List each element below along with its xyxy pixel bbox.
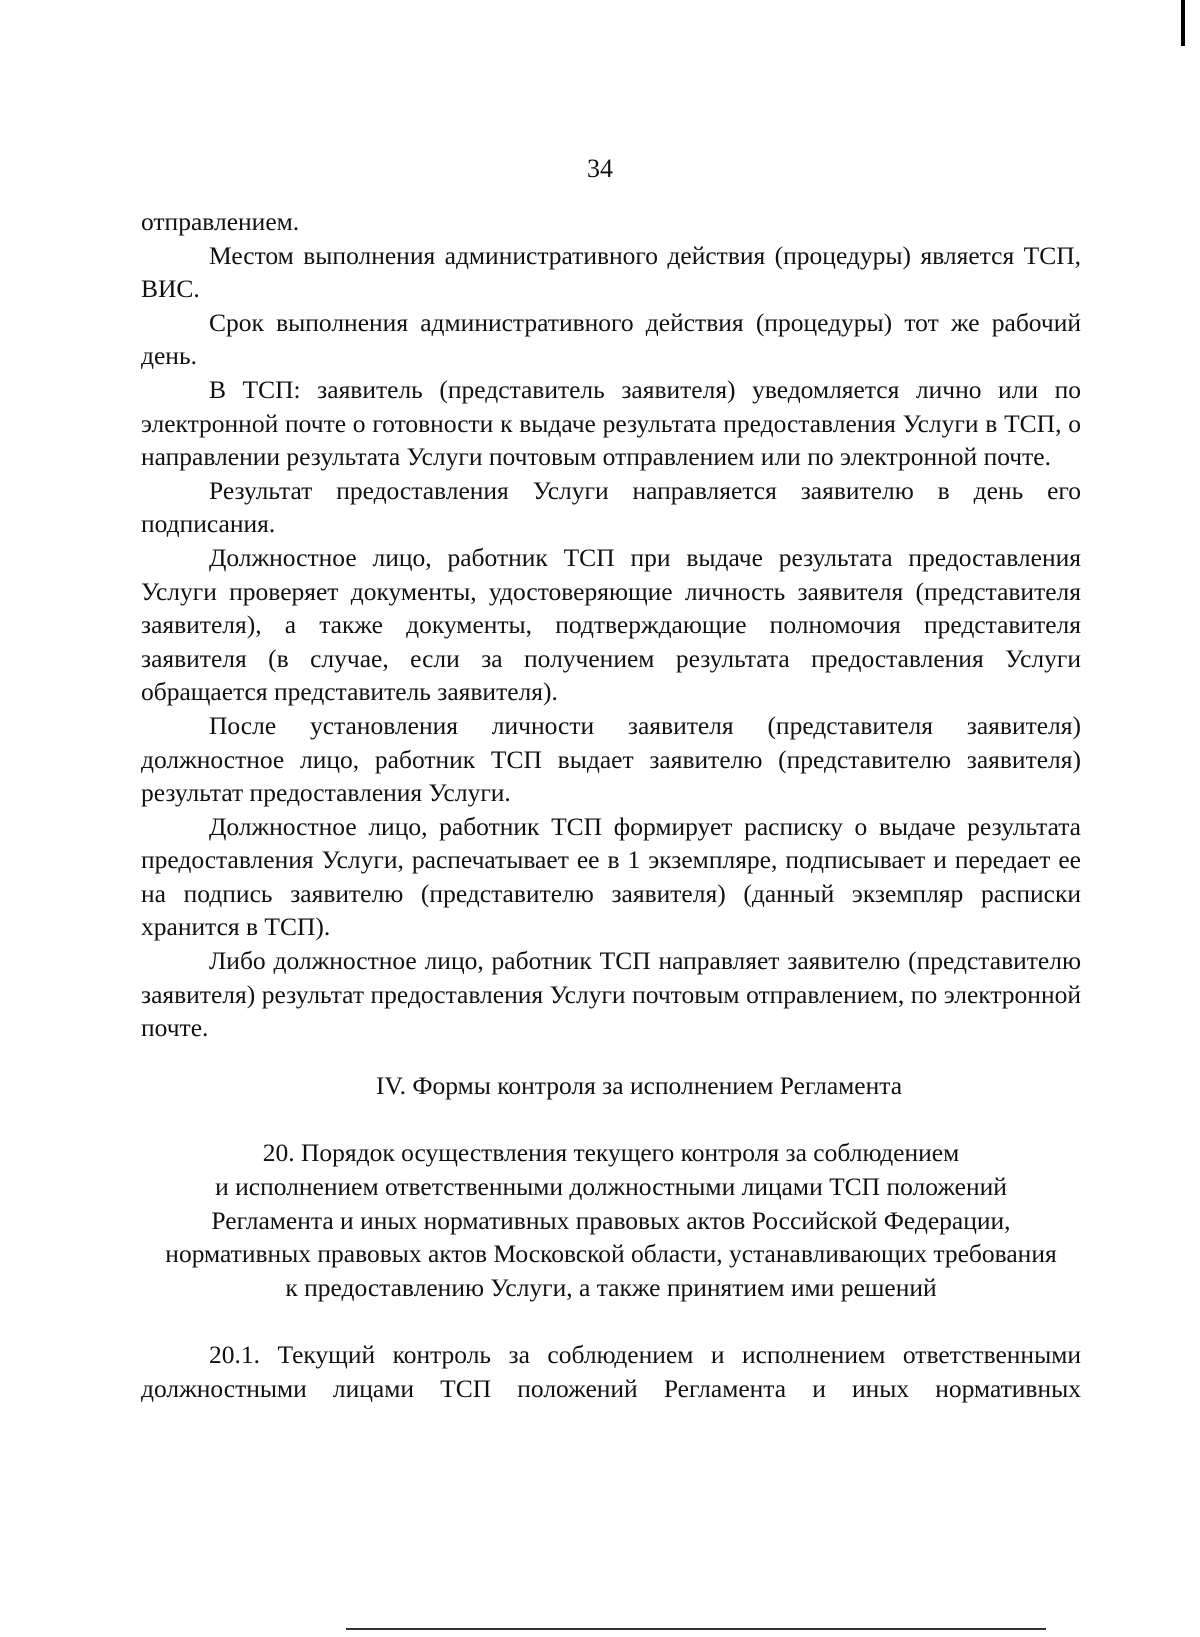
subsection-title-line: нормативных правовых актов Московской области, устанавливающих требования [165,1239,1057,1269]
paragraph-result-issued: После установления личности заявителя (представителя заявителя) должностное лицо, работник ТСП выдает заявителю (представителю заявителя) результат предоставления Услуги. [141,710,1081,808]
subsection-title [141,1136,1081,1304]
scan-edge-mark [346,1628,1046,1630]
page-number: 34 [587,154,613,183]
document-body [141,205,1081,1406]
subsection-title-line: и исполнением ответственными должностными лицами ТСП положений [215,1172,1007,1202]
paragraph-place-of-action: Местом выполнения административного действия (процедуры) является ТСП, ВИС. [141,240,1081,304]
paragraph-mail-delivery: Либо должностное лицо, работник ТСП направляет заявителю (представителю заявителя) результат предоставления Услуги почтовым отправлением, по электронной почте. [141,946,1081,1043]
paragraph-notification: В ТСП: заявитель (представитель заявителя) уведомляется лично или по электронной почте о готовности к выдаче результата предоставления Услуги в ТСП, о направлении результата Услуги почтовым отправлением или по электронной почте. [141,374,1081,472]
paragraph-deadline: Срок выполнения административного действия (процедуры) тот же рабочий день. [141,307,1081,371]
paragraph-receipt: Должностное лицо, работник ТСП формирует расписку о выдаче результата предоставления Услуги, распечатывает ее в 1 экземпляре, подписывает и передает ее на подпись заявителю (представителю заявителя) (данный экземпляр расписки хранится в ТСП). [141,811,1081,942]
subsection-title-line: Регламента и иных нормативных правовых актов Российской Федерации, [211,1205,1011,1235]
paragraph-document-check: Должностное лицо, работник ТСП при выдаче результата предоставления Услуги проверяет документы, удостоверяющие личность заявителя (представителя заявителя), а также документы, подтверждающие полномочия представителя заявителя (в случае, если за получением результата предоставления Услуги обращается представитель заявителя). [141,542,1081,707]
paragraph-continuation: отправлением. [141,207,300,236]
scan-edge-mark [1181,0,1185,46]
subsection-title-line: к предоставлению Услуги, а также принятием ими решений [285,1272,937,1302]
clause-20-1: 20.1. Текущий контроль за соблюдением и исполнением ответственными должностными лицами ТСП положений Регламента и иных нормативных [141,1340,1081,1403]
subsection-title-line: 20. Порядок осуществления текущего контроля за соблюдением [262,1138,960,1168]
section-title: IV. Формы контроля за исполнением Регламента [375,1070,903,1100]
paragraph-result-sent: Результат предоставления Услуги направляется заявителю в день его подписания. [141,475,1081,539]
